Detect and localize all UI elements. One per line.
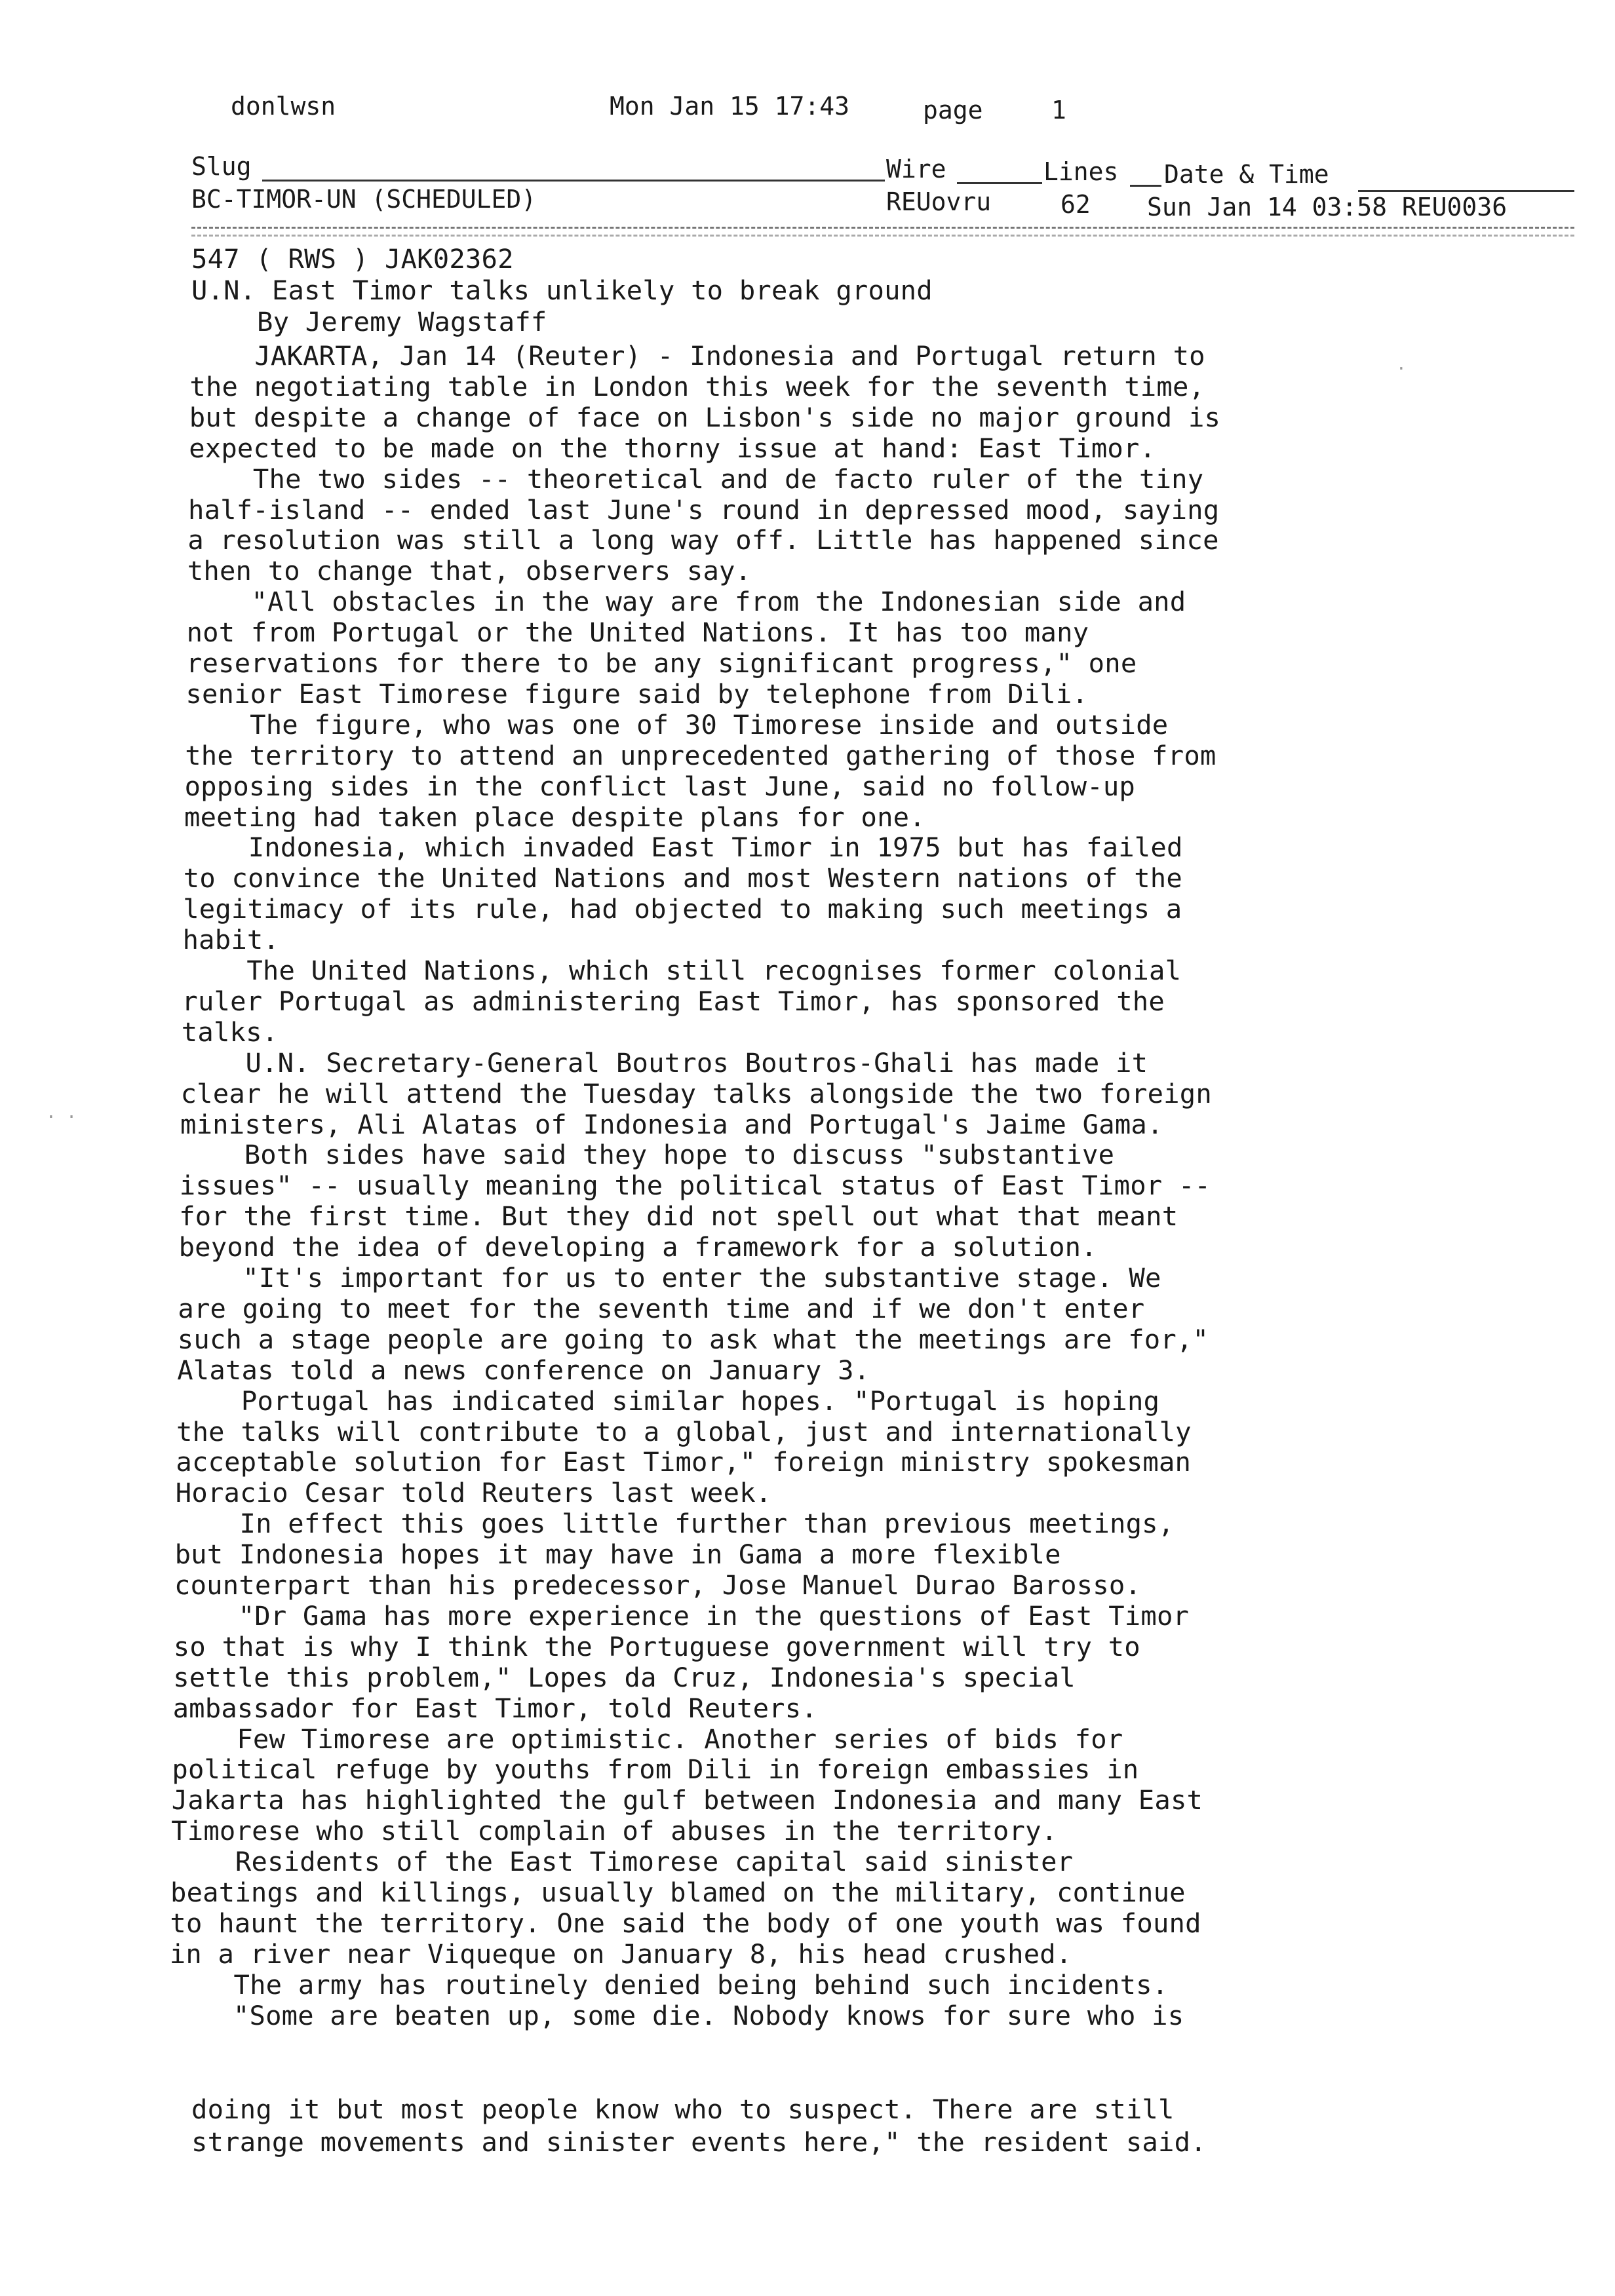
header-separator	[191, 227, 1574, 229]
body-line: clear he will attend the Tuesday talks alongside the two foreign	[180, 1077, 1212, 1109]
body-line: Indonesia, which invaded East Timor in 1975 but has failed	[184, 832, 1183, 864]
body-line: Portugal has indicated similar hopes. "Portugal is hoping	[176, 1385, 1160, 1417]
story-byline: By Jeremy Wagstaff	[257, 306, 547, 337]
body-line: beatings and killings, usually blamed on the military, continue	[170, 1877, 1186, 1908]
body-line: strange movements and sinister events here," the resident said.	[191, 2126, 1207, 2158]
body-line: Horacio Cesar told Reuters last week.	[175, 1477, 772, 1509]
body-line: ambassador for East Timor, told Reuters.	[172, 1692, 817, 1724]
body-line: reservations for there to be any significant progress," one	[186, 647, 1137, 679]
body-line: the territory to attend an unprecedented gathering of those from	[185, 739, 1216, 771]
body-line: The army has routinely denied being behind such incidents.	[169, 1968, 1169, 2000]
body-line: counterpart than his predecessor, Jose Manuel Durao Barosso.	[174, 1569, 1141, 1601]
body-line: meeting had taken place despite plans for one.	[184, 801, 925, 833]
body-line: political refuge by youths from Dili in foreign embassies in	[172, 1753, 1139, 1786]
body-line: beyond the idea of developing a framework for a solution.	[178, 1231, 1097, 1263]
body-line: Both sides have said they hope to discuss "substantive	[180, 1139, 1115, 1171]
body-line: to convince the United Nations and most Western nations of the	[183, 862, 1182, 894]
body-line: Few Timorese are optimistic. Another series of bids for	[172, 1723, 1123, 1755]
body-line: Alatas told a news conference on January 3.	[177, 1354, 870, 1386]
body-line: then to change that, observers say.	[187, 555, 752, 587]
body-line: but Indonesia hopes it may have in Gama a more flexible	[174, 1539, 1061, 1571]
body-line: Timorese who still complain of abuses in the territory.	[171, 1815, 1058, 1847]
story-id-line: 547 ( RWS ) JAK02362	[191, 243, 514, 275]
body-line: legitimacy of its rule, had objected to making such meetings a	[183, 893, 1182, 925]
body-line: Jakarta has highlighted the gulf between Indonesia and many East	[171, 1784, 1203, 1816]
body-line: issues" -- usually meaning the political status of East Timor --	[179, 1170, 1211, 1202]
body-line: ministers, Ali Alatas of Indonesia and Portugal's Jaime Gama.	[180, 1108, 1163, 1140]
wire-label: Wire	[886, 155, 946, 183]
margin-mark: ·	[1396, 359, 1407, 379]
body-line: habit.	[182, 924, 280, 956]
body-line: "It's important for us to enter the substantive stage. We	[178, 1262, 1161, 1293]
wire-underline	[957, 182, 1042, 184]
body-line: not from Portugal or the United Nations. It has too many	[186, 617, 1089, 649]
body-line: "All obstacles in the way are from the Indonesian side and	[187, 586, 1186, 618]
lines-underline	[1130, 185, 1161, 187]
body-line: expected to be made on the thorny issue at hand: East Timor.	[189, 432, 1156, 464]
body-line: The figure, who was one of 30 Timorese inside and outside	[185, 708, 1169, 740]
body-line: talks.	[181, 1016, 279, 1048]
header-page-label: page	[923, 96, 983, 124]
header-user: donlwsn	[231, 92, 336, 121]
body-line: so that is why I think the Portuguese government will try to	[173, 1630, 1140, 1662]
body-line: In effect this goes little further than previous meetings,	[175, 1508, 1175, 1540]
body-line: settle this problem," Lopes da Cruz, Indonesia's special	[173, 1661, 1076, 1693]
body-line: JAKARTA, Jan 14 (Reuter) - Indonesia and Portugal return to	[190, 340, 1205, 372]
body-line: "Some are beaten up, some die. Nobody knows for sure who is	[168, 1999, 1184, 2031]
body-line: in a river near Viqueque on January 8, his head crushed.	[169, 1938, 1072, 1970]
body-line: to haunt the territory. One said the body of one youth was found	[170, 1907, 1201, 1939]
body-line: U.N. Secretary-General Boutros Boutros-Ghali has made it	[181, 1046, 1148, 1079]
body-line: half-island -- ended last June's round in depressed mood, saying	[188, 493, 1220, 526]
lines-label: Lines	[1043, 157, 1119, 186]
header-page-number: 1	[1051, 96, 1066, 124]
date-time-value: Sun Jan 14 03:58 REU0036	[1147, 193, 1508, 221]
header-datetime: Mon Jan 15 17:43	[610, 92, 850, 121]
date-time-label: Date & Time	[1164, 160, 1329, 189]
body-line: The United Nations, which still recognises former colonial	[182, 955, 1182, 986]
lines-value: 62	[1060, 190, 1091, 219]
body-line: for the first time. But they did not spell out what that meant	[179, 1200, 1178, 1233]
body-line: opposing sides in the conflict last June, said no follow-up	[184, 770, 1135, 802]
body-line: a resolution was still a long way off. Little has happened since	[187, 524, 1219, 556]
body-line: are going to meet for the seventh time and if we don't enter	[178, 1292, 1145, 1324]
body-line: The two sides -- theoretical and de facto ruler of the tiny	[188, 463, 1204, 495]
body-line: such a stage people are going to ask what the meetings are for,"	[177, 1323, 1209, 1355]
body-line: doing it but most people know who to suspect. There are still	[191, 2094, 1175, 2125]
body-line: Residents of the East Timorese capital said sinister	[170, 1846, 1074, 1878]
body-line: the talks will contribute to a global, just and internationally	[176, 1415, 1192, 1447]
margin-mark: · ·	[46, 1107, 77, 1127]
slug-underline	[262, 180, 885, 182]
body-line: the negotiating table in London this week for the seventh time,	[189, 370, 1205, 402]
slug-label: Slug	[191, 152, 252, 181]
date-time-underline	[1358, 190, 1574, 192]
wire-value: REUovru	[886, 187, 992, 216]
body-line: acceptable solution for East Timor," foreign ministry spokesman	[176, 1446, 1192, 1478]
story-headline: U.N. East Timor talks unlikely to break ground	[191, 275, 933, 306]
slug-value: BC-TIMOR-UN (SCHEDULED)	[191, 185, 537, 214]
body-line: senior East Timorese figure said by telephone from Dili.	[185, 678, 1089, 710]
body-line: but despite a change of face on Lisbon's side no major ground is	[189, 401, 1221, 433]
header-separator-2	[191, 235, 1574, 237]
body-line: "Dr Gama has more experience in the questions of East Timor	[174, 1599, 1190, 1632]
body-line: ruler Portugal as administering East Timor, has sponsored the	[182, 985, 1165, 1017]
